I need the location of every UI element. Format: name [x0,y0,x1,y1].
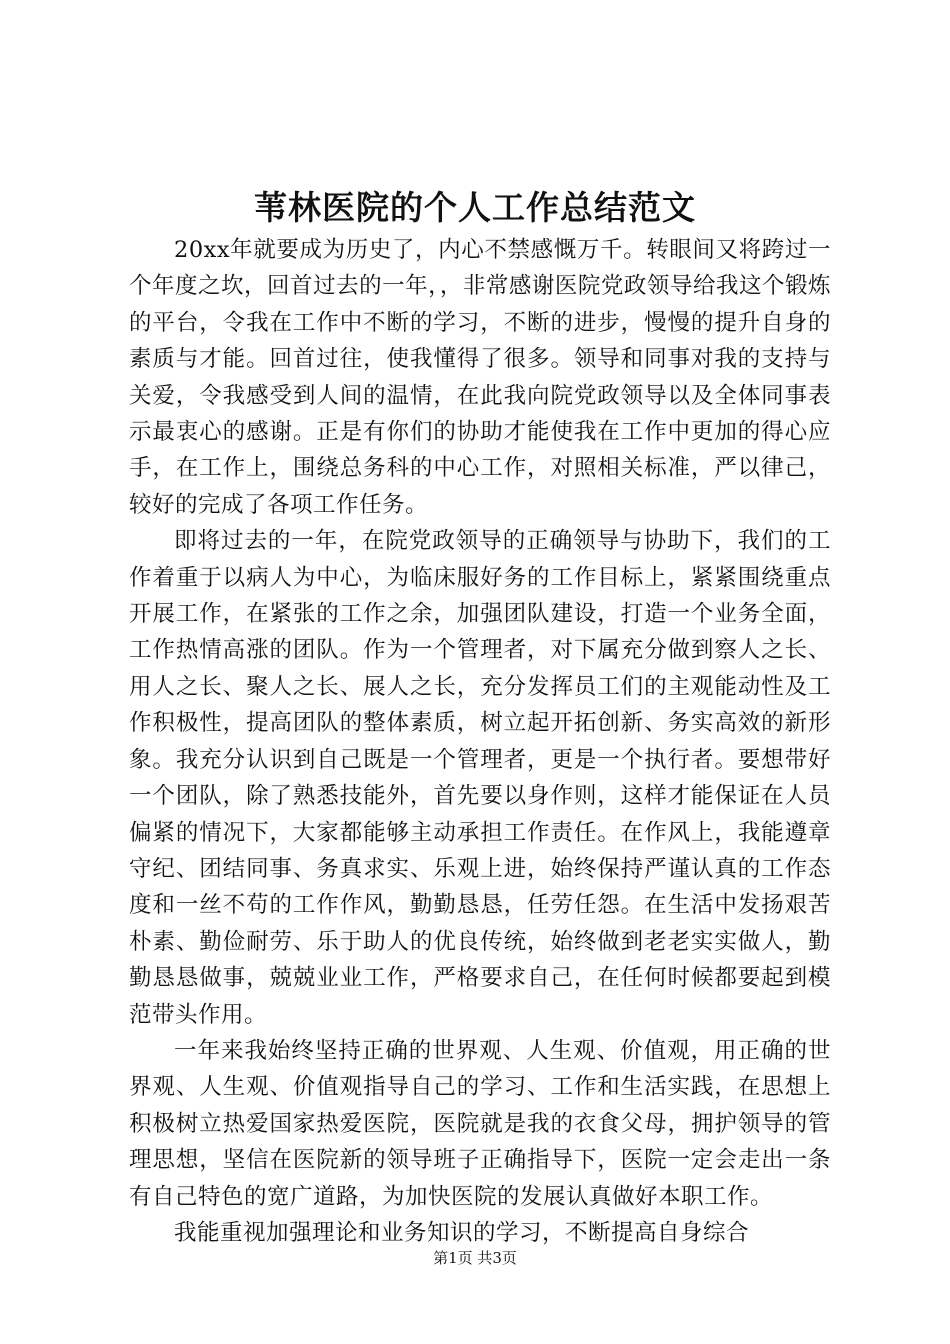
document-title: 苇林医院的个人工作总结范文 [254,188,696,227]
paragraph: 即将过去的一年，在院党政领导的正确领导与协助下，我们的工作着重于以病人为中心，为临床服好务的工作目标上，紧紧围绕重点开展工作，在紧张的工作之余，加强团队建设，打造一个业务全面，工作热情高涨的团队。作为一个管理者，对下属充分做到察人之长、用人之长、聚人之长、展人之长，充分发挥员工们的主观能动性及工作积极性，提高团队的整体素质，树立起开拓创新、务实高效的新形象。我充分认识到自己既是一个管理者，更是一个执行者。要想带好一个团队，除了熟悉技能外，首先要以身作则，这样才能保证在人员偏紧的情况下，大家都能够主动承担工作责任。在作风上，我能遵章守纪、团结同事、务真求实、乐观上进，始终保持严谨认真的工作态度和一丝不苟的工作作风，勤勤恳恳，任劳任怨。在生活中发扬艰苦朴素、勤俭耐劳、乐于助人的优良传统，始终做到老老实实做人，勤勤恳恳做事，兢兢业业工作，严格要求自己，在任何时候都要起到模范带头作用。 [129,528,831,1028]
paragraph: 一年来我始终坚持正确的世界观、人生观、价值观，用正确的世界观、人生观、价值观指导自己的学习、工作和生活实践，在思想上积极树立热爱国家热爱医院，医院就是我的衣食父母，拥护领导的管理思想，坚信在医院新的领导班子正确指导下，医院一定会走出一条有自己特色的宽广道路，为加快医院的发展认真做好本职工作。 [129,1037,831,1210]
paragraph: 我能重视加强理论和业务知识的学习，不断提高自身综合 [174,1219,750,1246]
document-body [129,232,831,1251]
page-number-footer: 第1页 共3页 [433,1249,517,1267]
paragraph: 20xx年就要成为历史了，内心不禁感慨万千。转眼间又将跨过一个年度之坎，回首过去的一年，，非常感谢医院党政领导给我这个锻炼的平台，令我在工作中不断的学习，不断的进步，慢慢的提升自身的素质与才能。回首过往，使我懂得了很多。领导和同事对我的支持与关爱，令我感受到人间的温情，在此我向院党政领导以及全体同事表示最衷心的感谢。正是有你们的协助才能使我在工作中更加的得心应手，在工作上，围绕总务科的中心工作，对照相关标准，严以律己，较好的完成了各项工作任务。 [129,237,831,518]
